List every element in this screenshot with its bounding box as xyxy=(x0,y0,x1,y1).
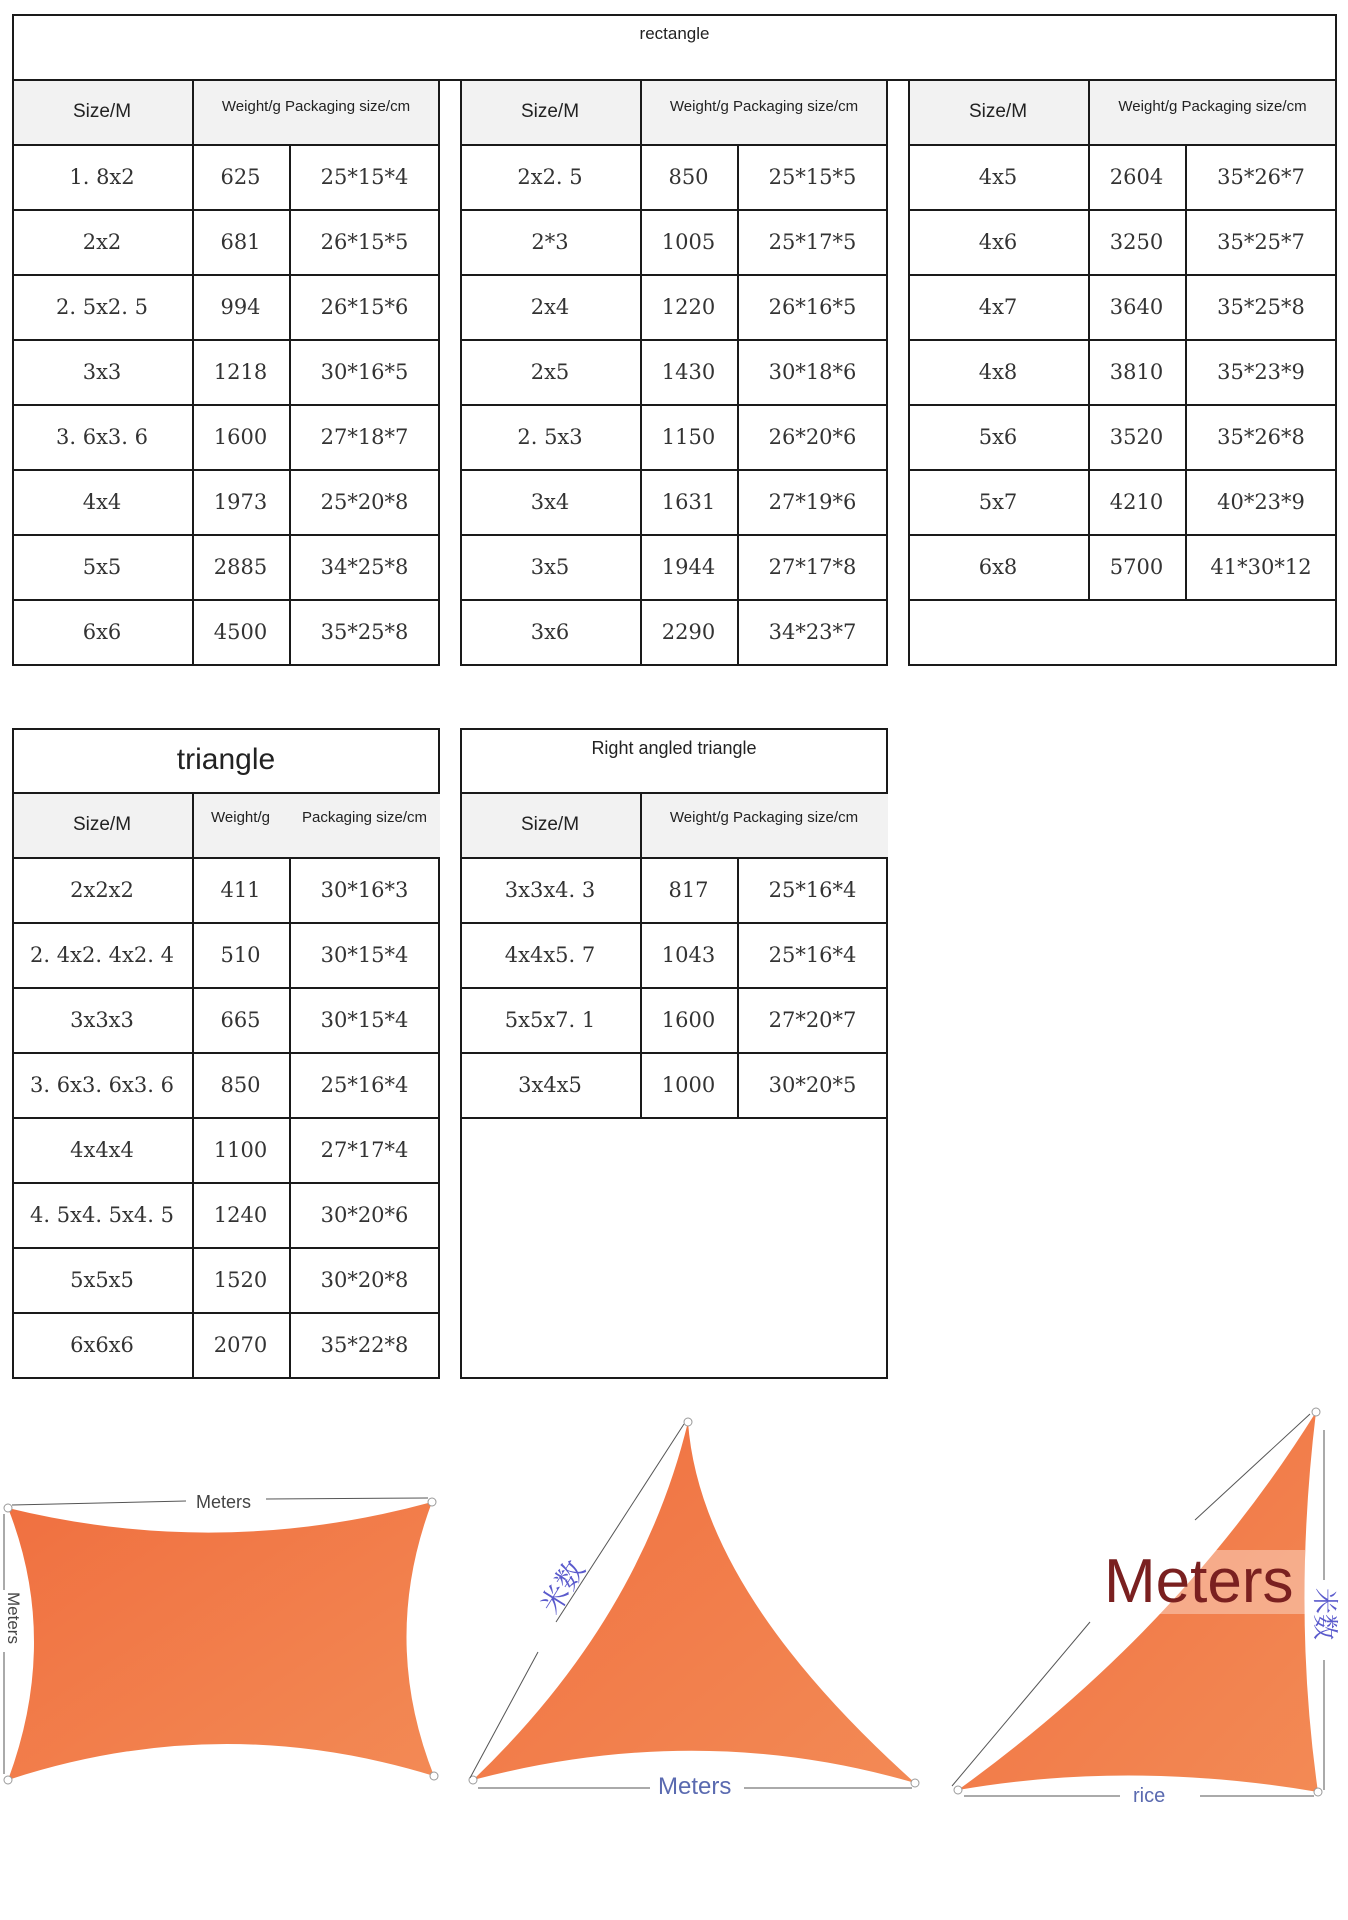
grid-line xyxy=(12,664,440,666)
size-cell: 5x5x5 xyxy=(70,1267,134,1292)
weight-cell: 665 xyxy=(220,1007,261,1032)
weight-cell: 1520 xyxy=(213,1267,268,1292)
weight-cell: 1150 xyxy=(661,424,716,449)
weight-cell: 1600 xyxy=(213,424,268,449)
weight-cell: 1043 xyxy=(661,942,716,967)
dimension-line xyxy=(266,1498,428,1499)
packaging-cell: 35*26*8 xyxy=(1217,424,1305,449)
size-cell: 4. 5x4. 5x4. 5 xyxy=(30,1202,174,1227)
size-cell: 2. 4x2. 4x2. 4 xyxy=(30,942,174,967)
corner-ring xyxy=(1314,1788,1322,1796)
weight-cell: 2885 xyxy=(213,554,268,579)
rectangle-sail xyxy=(4,1492,438,1784)
size-cell: 2. 5x2. 5 xyxy=(56,294,148,319)
packaging-cell: 25*16*4 xyxy=(768,942,857,967)
weight-cell: 4210 xyxy=(1109,489,1164,514)
size-cell: 3x6 xyxy=(530,619,570,644)
packaging-cell: 35*25*7 xyxy=(1217,229,1305,254)
shade-sail-diagrams xyxy=(0,1390,1348,1840)
size-column-header: Size/M xyxy=(72,100,132,122)
size-cell: 3x5 xyxy=(530,554,570,579)
weight-packaging-column-header: Weight/g Packaging size/cm xyxy=(669,98,859,115)
size-column-header: Size/M xyxy=(520,813,580,835)
packaging-cell: 35*23*9 xyxy=(1217,359,1305,384)
weight-packaging-column-header: Weight/g Packaging size/cm xyxy=(221,98,411,115)
corner-ring xyxy=(4,1776,12,1784)
size-cell: 6x6x6 xyxy=(70,1332,134,1357)
size-column-header: Size/M xyxy=(520,100,580,122)
rt-side-label: 米数 xyxy=(1310,1588,1340,1641)
size-cell: 5x6 xyxy=(978,424,1018,449)
rt-bottom-label: rice xyxy=(1133,1785,1166,1807)
size-cell: 6x8 xyxy=(978,554,1018,579)
packaging-cell: 27*17*8 xyxy=(768,554,857,579)
packaging-cell: 30*20*5 xyxy=(768,1072,857,1097)
right-triangle-title: Right angled triangle xyxy=(591,737,757,758)
corner-ring xyxy=(4,1504,12,1512)
weight-packaging-column-header: Weight/g Packaging size/cm xyxy=(1118,98,1307,115)
weight-cell: 1944 xyxy=(661,554,716,579)
weight-column-header: Weight/g xyxy=(211,808,270,826)
packaging-cell: 30*15*4 xyxy=(320,1007,409,1032)
weight-cell: 411 xyxy=(220,877,261,902)
rect-top-label: Meters xyxy=(196,1492,252,1512)
size-cell: 4x4 xyxy=(82,489,122,514)
triangle-sail xyxy=(469,1418,919,1800)
weight-cell: 2604 xyxy=(1109,164,1164,189)
packaging-cell: 41*30*12 xyxy=(1210,554,1312,579)
packaging-cell: 35*26*7 xyxy=(1217,164,1305,189)
size-cell: 2x4 xyxy=(530,294,570,319)
weight-cell: 3250 xyxy=(1109,229,1164,254)
weight-cell: 817 xyxy=(668,877,709,902)
grid-line xyxy=(12,1377,440,1379)
weight-cell: 1005 xyxy=(661,229,716,254)
rectangle-sail-shape xyxy=(8,1502,434,1780)
corner-ring xyxy=(1312,1408,1320,1416)
weight-cell: 1430 xyxy=(661,359,716,384)
rect-side-label: Meters xyxy=(4,1592,23,1644)
size-cell: 3x4 xyxy=(530,489,570,514)
size-column-header: Size/M xyxy=(72,813,132,835)
packaging-cell: 25*17*5 xyxy=(768,229,857,254)
packaging-cell: 30*18*6 xyxy=(768,359,857,384)
packaging-cell: 26*16*5 xyxy=(768,294,857,319)
size-cell: 4x6 xyxy=(978,229,1018,254)
weight-cell: 2290 xyxy=(661,619,716,644)
weight-cell: 994 xyxy=(220,294,261,319)
size-cell: 3. 6x3. 6x3. 6 xyxy=(30,1072,174,1097)
weight-cell: 3810 xyxy=(1109,359,1164,384)
weight-cell: 850 xyxy=(668,164,709,189)
packaging-cell: 27*17*4 xyxy=(320,1137,409,1162)
size-cell: 2x5 xyxy=(530,359,570,384)
weight-cell: 3520 xyxy=(1109,424,1164,449)
grid-line xyxy=(908,599,1337,601)
size-cell: 4x7 xyxy=(978,294,1018,319)
size-cell: 3x3 xyxy=(82,359,122,384)
size-cell: 2. 5x3 xyxy=(517,424,583,449)
packaging-cell: 27*18*7 xyxy=(320,424,409,449)
packaging-cell: 35*25*8 xyxy=(1217,294,1305,319)
weight-cell: 1973 xyxy=(213,489,268,514)
packaging-cell: 27*20*7 xyxy=(768,1007,857,1032)
rectangle-title: rectangle xyxy=(639,24,710,43)
weight-cell: 4500 xyxy=(213,619,268,644)
rt-big-label: Meters xyxy=(1104,1547,1294,1616)
packaging-cell: 35*25*8 xyxy=(320,619,409,644)
corner-ring xyxy=(684,1418,692,1426)
packaging-cell: 26*15*5 xyxy=(320,229,409,254)
size-cell: 3x4x5 xyxy=(518,1072,582,1097)
size-cell: 4x4x4 xyxy=(70,1137,134,1162)
packaging-cell: 25*16*4 xyxy=(768,877,857,902)
weight-cell: 1600 xyxy=(661,1007,716,1032)
size-cell: 2*3 xyxy=(531,229,569,254)
packaging-cell: 26*20*6 xyxy=(768,424,857,449)
packaging-cell: 27*19*6 xyxy=(768,489,857,514)
weight-cell: 2070 xyxy=(213,1332,268,1357)
size-cell: 4x4x5. 7 xyxy=(504,942,596,967)
size-cell: 2x2 xyxy=(82,229,122,254)
packaging-column-header: Packaging size/cm xyxy=(301,808,428,826)
packaging-cell: 26*15*6 xyxy=(320,294,409,319)
weight-cell: 510 xyxy=(220,942,261,967)
weight-cell: 1220 xyxy=(661,294,716,319)
corner-ring xyxy=(428,1498,436,1506)
packaging-cell: 25*20*8 xyxy=(320,489,409,514)
size-cell: 2x2. 5 xyxy=(517,164,583,189)
grid-line xyxy=(460,1377,888,1379)
right-triangle-sail xyxy=(952,1408,1340,1807)
weight-cell: 1240 xyxy=(213,1202,268,1227)
weight-packaging-column-header: Weight/g Packaging size/cm xyxy=(669,808,859,826)
tri-bottom-label: Meters xyxy=(658,1773,732,1800)
triangle-title: triangle xyxy=(176,743,276,776)
packaging-cell: 30*16*3 xyxy=(320,877,409,902)
weight-cell: 850 xyxy=(220,1072,261,1097)
packaging-cell: 40*23*9 xyxy=(1217,489,1305,514)
corner-ring xyxy=(430,1772,438,1780)
packaging-cell: 25*16*4 xyxy=(320,1072,409,1097)
weight-cell: 1000 xyxy=(661,1072,716,1097)
grid-line xyxy=(908,664,1337,666)
packaging-cell: 34*23*7 xyxy=(768,619,857,644)
weight-cell: 1100 xyxy=(213,1137,268,1162)
size-cell: 3x3x3 xyxy=(70,1007,134,1032)
size-column-header: Size/M xyxy=(968,100,1028,122)
size-cell: 3. 6x3. 6 xyxy=(56,424,148,449)
packaging-cell: 35*22*8 xyxy=(320,1332,409,1357)
size-cell: 4x8 xyxy=(978,359,1018,384)
packaging-cell: 34*25*8 xyxy=(320,554,409,579)
weight-cell: 3640 xyxy=(1109,294,1164,319)
size-cell: 1. 8x2 xyxy=(69,164,135,189)
size-cell: 2x2x2 xyxy=(70,877,134,902)
size-cell: 5x7 xyxy=(978,489,1018,514)
size-cell: 6x6 xyxy=(82,619,122,644)
grid-line xyxy=(460,1117,888,1119)
corner-ring xyxy=(954,1786,962,1794)
weight-cell: 1218 xyxy=(213,359,268,384)
size-cell: 5x5 xyxy=(82,554,122,579)
packaging-cell: 25*15*4 xyxy=(320,164,409,189)
size-cell: 3x3x4. 3 xyxy=(504,877,596,902)
tri-side-label: 米数 xyxy=(534,1555,591,1620)
size-cell: 5x5x7. 1 xyxy=(504,1007,596,1032)
weight-cell: 625 xyxy=(220,164,261,189)
packaging-cell: 30*15*4 xyxy=(320,942,409,967)
packaging-cell: 30*16*5 xyxy=(320,359,409,384)
weight-cell: 5700 xyxy=(1109,554,1164,579)
dimension-line xyxy=(12,1501,186,1505)
packaging-cell: 30*20*8 xyxy=(320,1267,409,1292)
weight-cell: 681 xyxy=(220,229,261,254)
grid-line xyxy=(460,664,888,666)
weight-cell: 1631 xyxy=(661,489,716,514)
packaging-cell: 30*20*6 xyxy=(320,1202,409,1227)
packaging-cell: 25*15*5 xyxy=(768,164,857,189)
corner-ring xyxy=(911,1779,919,1787)
size-cell: 4x5 xyxy=(978,164,1018,189)
